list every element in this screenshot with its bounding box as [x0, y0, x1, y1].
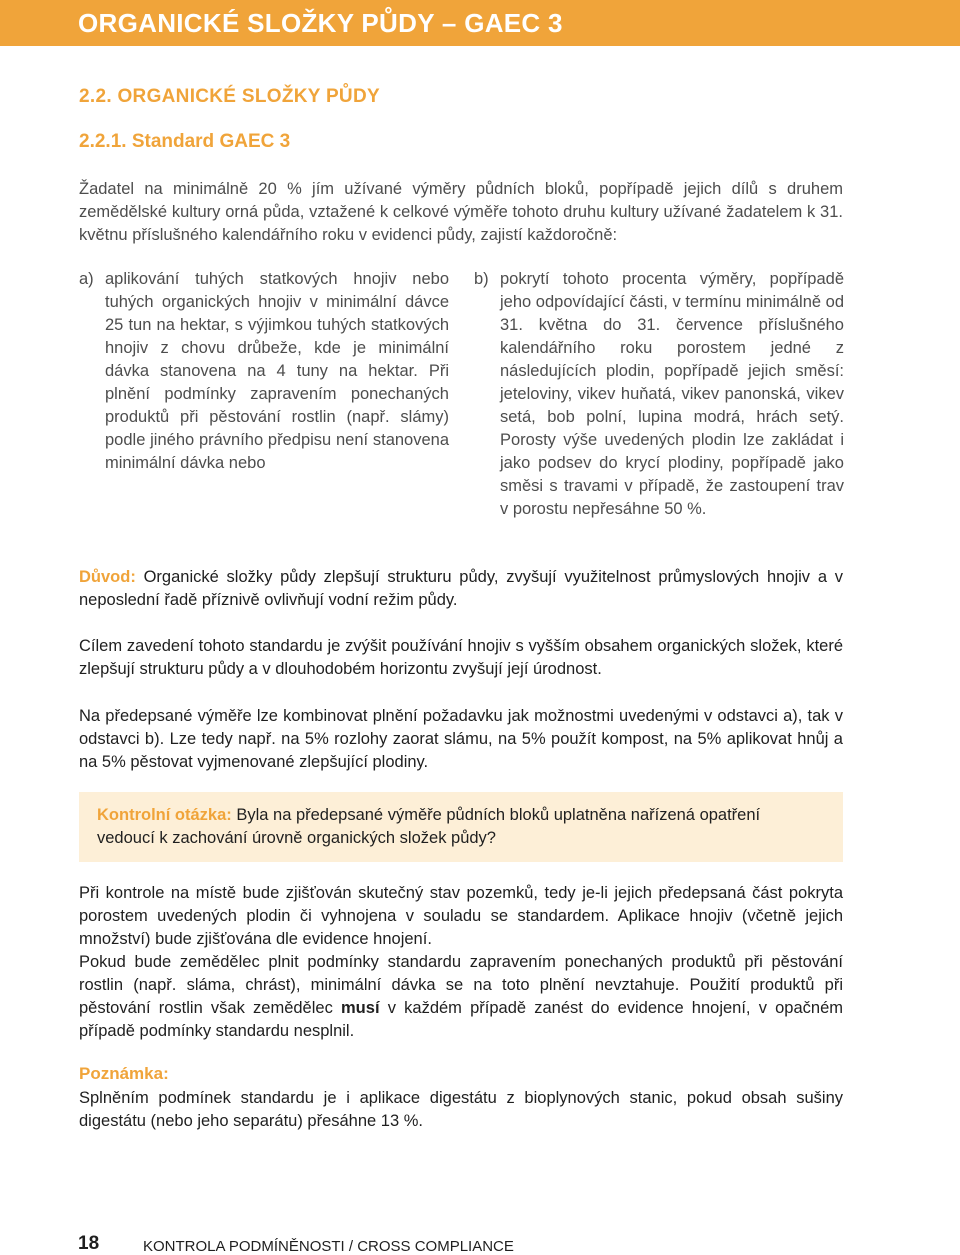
control-question-box [79, 792, 843, 862]
option-a [79, 268, 449, 475]
inspection-p2-start: Pokud bude zemědělec plnit podmínky standardu zapravením ponechaných produktů při pěstování rostlin (např. sláma, chrást), minimální dávka se na toto plnění nevztahuje. Použití produktů při pěstování rostlin však zemědělec [79, 953, 843, 1017]
header-bar [0, 0, 960, 46]
note-text: Splněním podmínek standardu je i aplikace digestátu z bioplynových stanic, pokud obsah sušiny digestátu (nebo jeho separátu) přesáhne 13 %. [79, 1089, 843, 1130]
combination-paragraph: Na předepsané výměře lze kombinovat plnění požadavku jak možnostmi uvedenými v odstavci a), tak v odstavci b). Lze tedy např. na 5% rozlohy zaorat slámu, na 5% použít kompost, na 5% aplikovat hnůj a na 5% pěstovat vyjmenované zlepšující plodiny. [79, 707, 843, 771]
inspection-paragraph-1: Při kontrole na místě bude zjišťován skutečný stav pozemků, tedy je-li jejich předepsaná část pokryta porostem uvedených plodin či vyhnojena v souladu se standardem. Aplikace hnojiv (včetně jejich množství) bude zjišťována dle evidence hnojení. [79, 884, 843, 948]
reason-label: Důvod: [79, 568, 136, 586]
note-label: Poznámka: [79, 1064, 169, 1083]
control-question [97, 804, 815, 850]
reason-text: Organické složky půdy zlepšují strukturu půdy, zvyšují využitelnost průmyslových hnojiv a v neposlední řadě příznivě ovlivňují vodní režim půdy. [79, 568, 843, 609]
option-b [474, 268, 844, 521]
control-question-label: Kontrolní otázka: [97, 806, 232, 824]
option-a-text: aplikování tuhých statkových hnojiv nebo tuhých organických hnojiv v minimální dávce 25 tun na hektar, s výjimkou tuhých statkových hnojiv z chovu drůbeže, kde je minimální dávka stanovena na 4 tuny na hektar. Při plnění podmínky zapravením ponechaných produktů při pěstování rostlin (např. slámy) podle jiného právního předpisu není stanovena minimální dávka nebo [105, 270, 449, 472]
option-b-text: pokrytí tohoto procenta výměry, popřípadě jeho odpovídající části, v termínu minimálně od 31. května do 31. července příslušného kalendářního roku porostem jedné z následujících plodin, popřípadě jejich směsí: jeteloviny, vikev huňatá, vikev panonská, vikev setá, bob polní, lupina modrá, hrách setý. Porosty výše uvedených plodin lze zakládat i jako podsev do krycí plodiny, popřípadě jako směsi s travami v případě, že zastoupení trav v porostu nepřesáhne 50 %. [500, 270, 844, 518]
page-number: 18 [78, 1233, 100, 1254]
option-a-marker: a) [79, 270, 94, 288]
footer-divider [78, 1228, 128, 1229]
page-title: ORGANICKÉ SLOŽKY PŮDY – GAEC 3 [78, 8, 563, 38]
intro-paragraph: Žadatel na minimálně 20 % jím užívané výměry půdních bloků, popřípadě jejich dílů s druhem zemědělské kultury orná půda, vztažené k celkové výměře tohoto druhu kultury užívané žadatelem k 31. květnu příslušného kalendářního roku v evidenci půdy, zajistí každoročně: [79, 180, 843, 244]
reason-paragraph [79, 566, 843, 612]
control-question-text: Byla na předepsané výměře půdních bloků uplatněna nařízená opatření vedoucí k zachování úrovně organických složek půdy? [97, 806, 761, 847]
inspection-p2-end: v každém případě zanést do evidence hnojení, v opačném případě podmínky standardu nesplnil. [79, 999, 843, 1040]
inspection-p2-bold: musí [341, 999, 380, 1017]
sub-heading: 2.2.1. Standard GAEC 3 [79, 131, 291, 152]
option-b-marker: b) [474, 270, 489, 288]
section-heading: 2.2. ORGANICKÉ SLOŽKY PŮDY [79, 86, 380, 107]
inspection-paragraph-2 [79, 951, 843, 1043]
footer-text: KONTROLA PODMÍNĚNOSTI / CROSS COMPLIANCE [143, 1238, 514, 1255]
goal-paragraph: Cílem zavedení tohoto standardu je zvýšit používání hnojiv s vyšším obsahem organických složek, které zlepšují strukturu půdy a v dlouhodobém horizontu zvyšují její úrodnost. [79, 637, 843, 678]
